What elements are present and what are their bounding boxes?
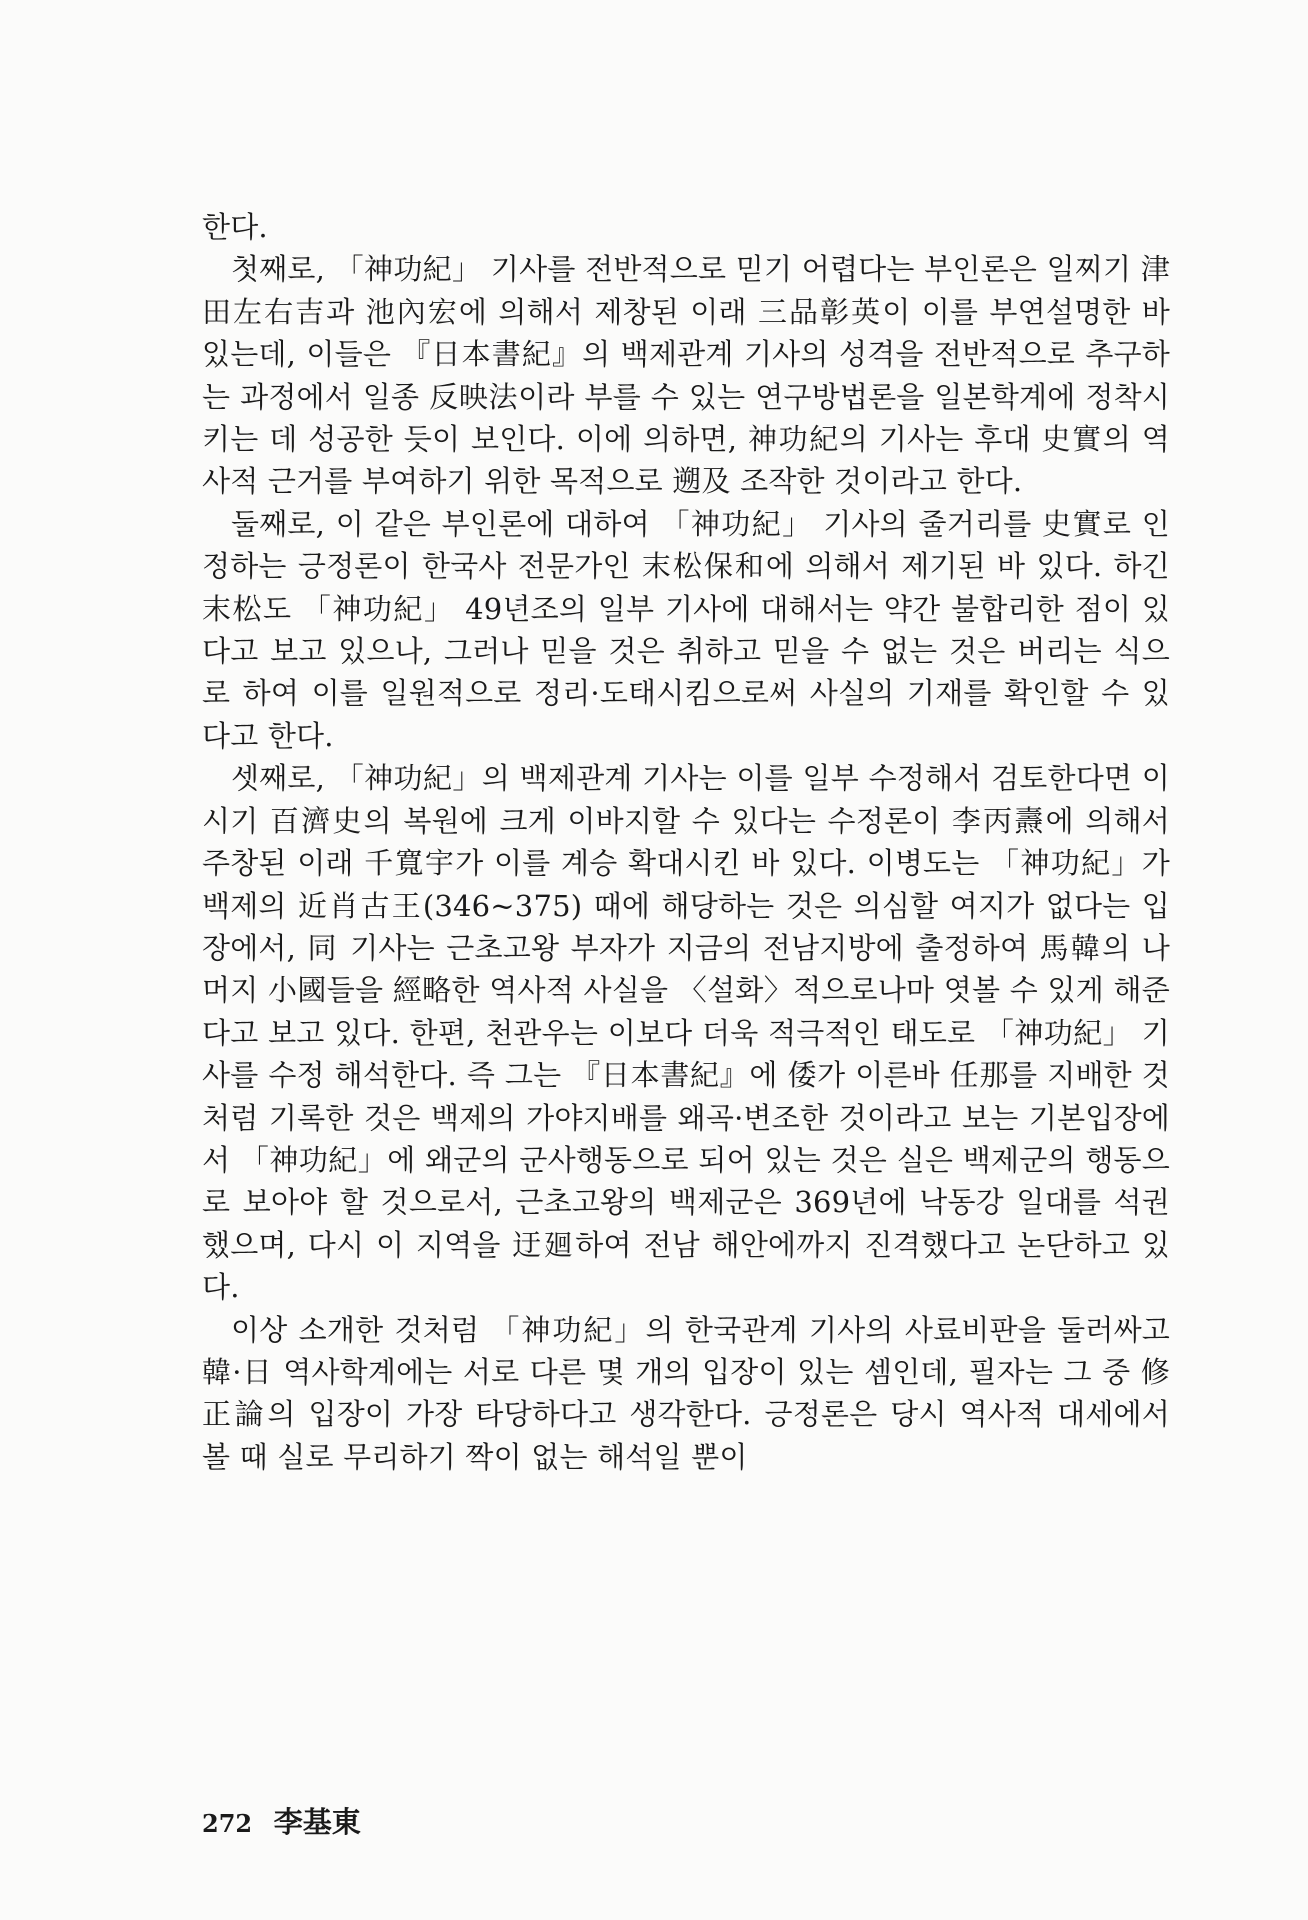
paragraph-conclusion: 이상 소개한 것처럼 「神功紀」의 한국관계 기사의 사료비판을 둘러싸고 韓·日 역사학계에는 서로 다른 몇 개의 입장이 있는 셈인데, 필자는 그 중 修正論의 입장이 가장 타당하다고 생각한다. 긍정론은 당시 역사적 대세에서 볼 때 실로 무리하기 짝이 없는 해석일 뿐이	[202, 1312, 1170, 1474]
paragraph-continuation: 한다.	[202, 210, 268, 244]
page-footer	[202, 1800, 361, 1841]
author-running-head: 李基東	[273, 1805, 361, 1839]
paragraph-first-view: 첫째로, 「神功紀」 기사를 전반적으로 믿기 어렵다는 부인론은 일찌기 津田左右吉과 池內宏에 의해서 제창된 이래 三品彰英이 이를 부연설명한 바 있는데, 이들은 『日本書紀』의 백제관계 기사의 성격을 전반적으로 추구하는 과정에서 일종 反映法이라 부를 수 있는 연구방법론을 일본학계에 정착시키는 데 성공한 듯이 보인다. 이에 의하면, 神功紀의 기사는 후대 史實의 역사적 근거를 부여하기 위한 목적으로 遡及 조작한 것이라고 한다.	[202, 252, 1170, 499]
body-text	[202, 206, 1170, 1478]
page-number: 272	[202, 1809, 253, 1838]
paragraph-third-view: 셋째로, 「神功紀」의 백제관계 기사는 이를 일부 수정해서 검토한다면 이 시기 百濟史의 복원에 크게 이바지할 수 있다는 수정론이 李丙燾에 의해서 주창된 이래 千寬宇가 이를 계승 확대시킨 바 있다. 이병도는 「神功紀」가 백제의 近肖古王(346~375) 때에 해당하는 것은 의심할 여지가 없다는 입장에서, 同 기사는 근초고왕 부자가 지금의 전남지방에 출정하여 馬韓의 나머지 小國들을 經略한 역사적 사실을 〈설화〉적으로나마 엿볼 수 있게 해준다고 보고 있다. 한편, 천관우는 이보다 더욱 적극적인 태도로 「神功紀」 기사를 수정 해석한다. 즉 그는 『日本書紀』에 倭가 이른바 任那를 지배한 것처럼 기록한 것은 백제의 가야지배를 왜곡·변조한 것이라고 보는 기본입장에서 「神功紀」에 왜군의 군사행동으로 되어 있는 것은 실은 백제군의 행동으로 보아야 할 것으로서, 근초고왕의 백제군은 369년에 낙동강 일대를 석권했으며, 다시 이 지역을 迂廻하여 전남 해안에까지 진격했다고 논단하고 있다.	[202, 761, 1170, 1305]
paragraph-second-view: 둘째로, 이 같은 부인론에 대하여 「神功紀」 기사의 줄거리를 史實로 인정하는 긍정론이 한국사 전문가인 末松保和에 의해서 제기된 바 있다. 하긴 末松도 「神功紀」 49년조의 일부 기사에 대해서는 약간 불합리한 점이 있다고 보고 있으나, 그러나 믿을 것은 취하고 믿을 수 없는 것은 버리는 식으로 하여 이를 일원적으로 정리·도태시킴으로써 사실의 기재를 확인할 수 있다고 한다.	[202, 506, 1170, 753]
